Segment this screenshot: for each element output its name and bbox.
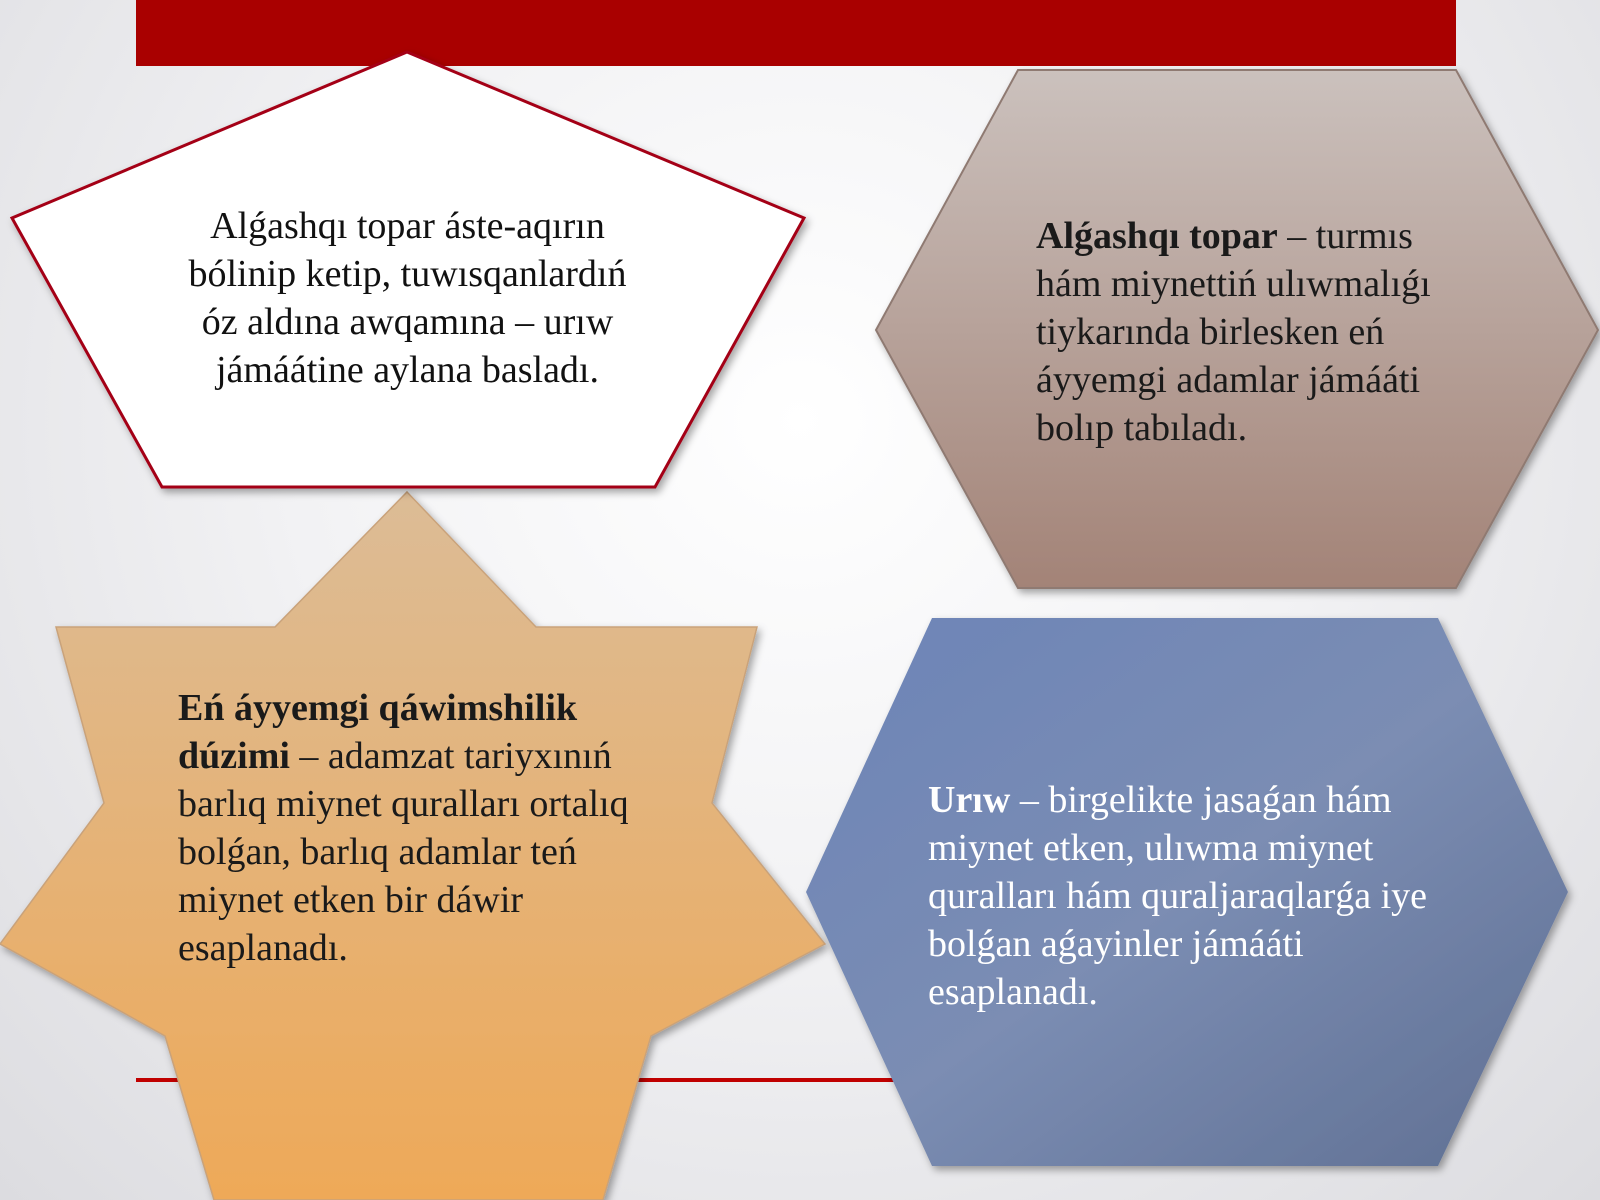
term-qawimshilik-duzimi: Eń áyyemgi qáwimshilik dúzimi <box>178 687 578 777</box>
hexagon-blue-text <box>928 776 1448 1016</box>
definition-qawimshilik-duzimi: – adamzat tariyxınıń barlıq miynet quralları ortalıq bolǵan, barlıq adamlar teń miynet etken bir dáwir esaplanadı. <box>178 735 629 969</box>
term-algashqi-topar: Alǵashqı topar <box>1036 215 1278 257</box>
term-uriw: Urıw <box>928 779 1011 821</box>
definition-uriw: – birgelikte jasaǵan hám miynet etken, ulıwma miynet quralları hám quraljaraqlarǵa iye bolǵan aǵayinler jámááti esaplanadı. <box>928 779 1428 1013</box>
definition-algashqi-topar: – turmıs hám miynettiń ulıwmalıǵı tiykarında birlesken eń áyyemgi adamlar jámááti bolıp tabıladı. <box>1036 215 1431 449</box>
star-text <box>178 684 638 972</box>
pentagon-text: Alǵashqı topar áste-aqırın bólinip ketip, tuwısqanlardıń óz aldına awqamına – urıw jámáátine aylana basladı. <box>188 205 627 391</box>
hexagon-brown-text <box>1036 212 1456 452</box>
